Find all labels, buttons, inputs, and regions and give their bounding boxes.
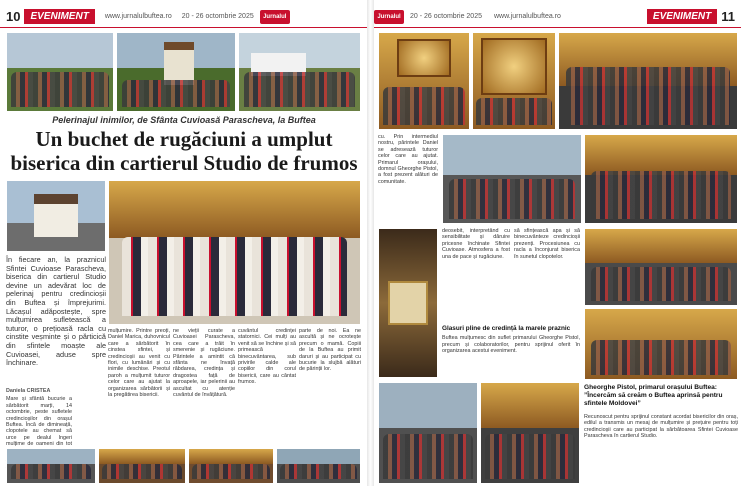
article-column-last — [584, 414, 738, 484]
section-label: EVENIMENT — [24, 9, 94, 24]
headline-line-1: Un buchet de rugăciuni a umplut — [35, 127, 333, 151]
page-header-right — [374, 6, 741, 28]
left-page — [0, 0, 367, 486]
page-number: 10 — [6, 9, 21, 24]
photo-bottom-priests — [98, 448, 186, 484]
column-text: deosebit, interpretând cu sensibilitate și dăruire pricesne închinate Sfintei Cuvioase. Atmosfera a fost una de pace și rugăciune. — [442, 228, 510, 260]
photo-bottom-left — [378, 382, 478, 484]
right-page — [374, 0, 741, 486]
page-header-left — [0, 6, 367, 28]
column-text: Mare și sfântă bucurie a sărbătorit marți, 14 octombrie, peste sufletele credincioșilor din orașul Buftea. Încă de dimineață, clopotele au chemat să urce pe dealul Ingeri mulțime de oameni din tot — [6, 396, 72, 448]
photo-courtyard-crowd — [6, 32, 114, 112]
photo-mayor-speech — [584, 134, 738, 224]
website: www.jurnalulbuftea.ro — [104, 13, 172, 20]
page-gutter — [367, 0, 374, 486]
website: www.jurnalulbuftea.ro — [494, 13, 561, 20]
photo-iconostasis — [472, 32, 556, 130]
photo-tents-gathering — [238, 32, 361, 112]
article-column-3 — [173, 328, 235, 446]
subhead-1: Glasuri pline de credință la marele praznic — [442, 325, 571, 332]
article-column-2 — [108, 328, 170, 446]
photo-church-exterior — [116, 32, 236, 112]
column-text: Buftea mulțumesc din suflet primarului Gheorghe Pistol, precum și colaboratorilor, pentru sprijinul oferit în organizarea acestui eveniment. — [442, 335, 580, 355]
photo-church-interior — [378, 32, 470, 130]
photo-caption: Pelerinajul inimilor, de Sfânta Cuvioasă Parascheva, la Buftea — [52, 115, 316, 125]
article-column-c — [514, 228, 580, 320]
column-text: mulțumire. Printre preoți, Daniel Marica, duhovnicul care a sărbătorit în cinstea sfintei, și credincioșii au venit cu flori, cu lumânări și cu inimile deschise. Preotul paroh a mulțumit tuturor celor care au ajutat la organizarea sărbătorii și la pregătirea bisericii. — [108, 328, 170, 399]
subhead-block-1 — [442, 322, 580, 380]
article-column-4 — [238, 328, 296, 446]
photo-bottom-service — [188, 448, 274, 484]
article-lead: În fiecare an, la praznicul Sfintei Cuvioase Parascheva, biserica din cartierul Studio devine un adevărat loc de pelerinaj pentru credincioșii din Buftea și împrejurimi. Lăcașul adăpostește, spre mulțumirea sufletească a tuturor, o prețioasă racla cu cinstite veșminte și o părticică din sfintele moaște ale Cuvioasei, aduse spre închinare. — [6, 255, 106, 368]
column-text: ne vieții curate a Cuvioasei Parascheva, cea care a trăit în smerenie și rugăciune. Părintele a amintit că sfânta ne învață răbdarea, credința și dragostea față de aproapele, iar pelerinii au ascultat cu atenție cuvântul de învățătură. — [173, 328, 235, 399]
article-column-b — [442, 228, 510, 320]
photo-bottom-right — [480, 382, 580, 484]
page-number: 11 — [721, 9, 735, 24]
column-text: să sfințească apa și să binecuvânteze credincioșii prezenți. Procesiunea cu racla a înconjurat biserica în sunetul clopotelor. — [514, 228, 580, 260]
author-byline: Daniela CRISTEA — [6, 388, 51, 394]
photo-officials-group — [558, 32, 738, 130]
issue-date: 20 - 26 octombrie 2025 — [410, 13, 482, 20]
photo-bottom-crowd — [6, 448, 96, 484]
photo-relics — [378, 228, 438, 378]
newspaper-logo: Jurnalul — [374, 10, 404, 24]
photo-choir-children — [108, 180, 361, 325]
column-text: cu. Prin intermediul nostru, părintele Daniel se adresează tuturor celor care au ajutat. Primarul orașului, domnul Gheorghe Pistol, a fost prezent alături de comunitate. — [378, 134, 438, 185]
article-headline — [8, 127, 360, 175]
photo-procession — [442, 134, 582, 224]
column-text: parte de noi. Ea ne ascultă și ne ocrotește precum o mamă. Copiii de la Buftea au primit daruri și au participat cu bucurie la slujbă alături de părinții lor. — [299, 328, 361, 373]
article-column-a — [378, 134, 438, 224]
column-text: cuvântul credinței statornici. Cei mulți au venit să se închine și să primească binecuvântarea, sub privirile calde ale copiilor din corul bisericii, care au cântat frumos. — [238, 328, 296, 386]
headline-line-2: biserica din cartierul Studio de frumos — [10, 151, 358, 175]
column-text: Recunoscut pentru sprijinul constant acordat bisericilor din oraș, edilul a transmis un mesaj de mulțumire și prețuire pentru toți credincioșii care au participat la sărbătoarea Sfintei Cuvioase Parascheva în cartierul Studio. — [584, 414, 738, 440]
issue-date: 20 - 26 octombrie 2025 — [181, 13, 254, 20]
section-label: EVENIMENT — [647, 9, 717, 24]
subhead-2: Gheorghe Pistol, primarul orașului Buftea: ”Încercăm să creăm o Buftea aprinsă pentru sfintele Moldovei” — [584, 384, 723, 407]
newspaper-logo: Jurnalul — [260, 10, 290, 24]
photo-church-front — [6, 180, 106, 252]
photo-mayor-portrait — [584, 308, 738, 380]
article-column-5 — [299, 328, 361, 446]
photo-bottom-people — [276, 448, 361, 484]
article-column-1 — [6, 388, 72, 446]
photo-choir-group — [584, 228, 738, 306]
